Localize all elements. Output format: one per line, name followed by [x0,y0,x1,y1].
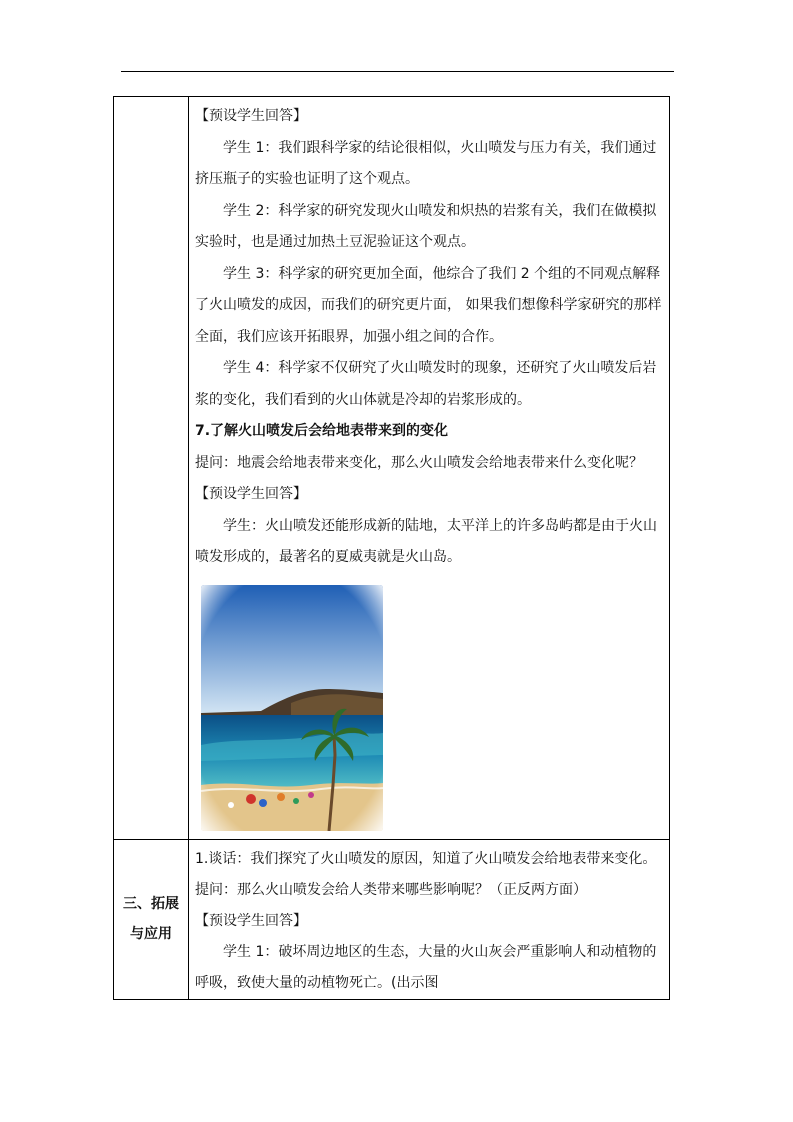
student-1-answer-cont: 挤压瓶子的实验也证明了这个观点。 [195,171,419,187]
row-label [114,840,189,999]
question-text: 提问：那么火山喷发会给人类带来哪些影响呢？（正反两方面） [195,881,587,898]
section-label-line-2: 与应用 [130,926,172,942]
student-2-answer: 学生 2：科学家的研究发现火山喷发和炽热的岩浆有关，我们在做模拟 [223,202,657,219]
student-3-answer: 学生 3：科学家的研究更加全面，他综合了我们 2 个组的不同观点解释 [223,265,661,282]
hawaii-beach-photo [201,585,383,831]
table-row [114,839,669,999]
header-rule [121,71,674,72]
student-4-answer-cont: 浆的变化，我们看到的火山体就是冷却的岩浆形成的。 [195,391,531,408]
student-1-answer: 学生 1：破坏周边地区的生态，大量的火山灰会严重影响人和动植物的 [223,943,657,960]
student-1-answer: 学生 1：我们跟科学家的结论很相似，火山喷发与压力有关，我们通过 [223,139,657,156]
table-row [114,97,669,839]
student-3-answer-cont: 了火山喷发的成因，而我们的研究更片面， 如果我们想像科学家研究的那样 [195,297,662,313]
section-heading: 7.了解火山喷发后会给地表带来到的变化 [195,423,449,439]
student-1-answer-cont: 呼吸，致使大量的动植物死亡。(出示图 [195,974,439,991]
question-text: 提问：地震会给地表带来变化，那么火山喷发会给地表带来什么变化呢？ [195,454,643,471]
student-answer-cont: 喷发形成的，最著名的夏威夷就是火山岛。 [195,549,461,565]
talk-text: 1.谈话：我们探究了火山喷发的原因，知道了火山喷发会给地表带来变化。 [195,850,657,867]
student-answer: 学生：火山喷发还能形成新的陆地，太平洋上的许多岛屿都是由于火山 [223,517,657,534]
row-content [189,840,669,999]
preset-answer-heading: 【预设学生回答】 [195,912,307,929]
student-3-answer-cont-2: 全面，我们应该开拓眼界，加强小组之间的合作。 [195,328,503,345]
lesson-table [113,96,670,1000]
section-label-line-1: 三、拓展 [123,896,179,912]
student-2-answer-cont: 实验时，也是通过加热土豆泥验证这个观点。 [195,234,475,250]
row-content [189,97,669,839]
row-label-empty [114,97,189,839]
student-4-answer: 学生 4：科学家不仅研究了火山喷发时的现象，还研究了火山喷发后岩 [223,360,657,376]
preset-answer-heading-2: 【预设学生回答】 [195,486,307,502]
preset-answer-heading: 【预设学生回答】 [195,108,307,124]
